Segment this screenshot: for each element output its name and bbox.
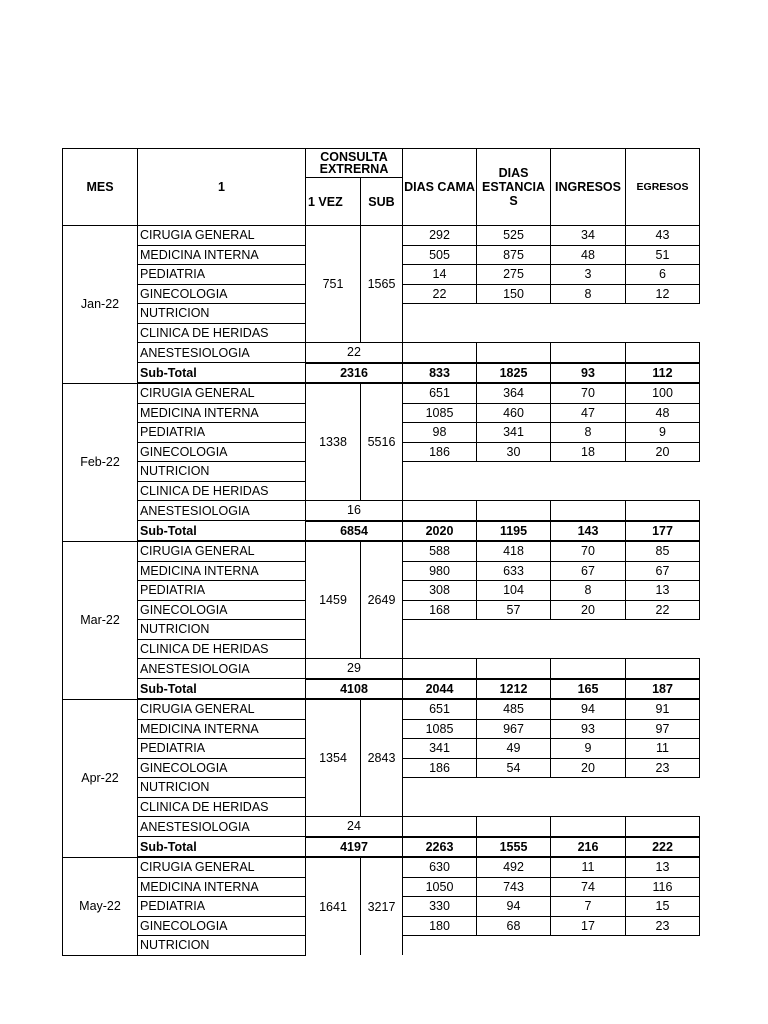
consulta-sub: 2649 <box>361 541 403 659</box>
ingresos-value: 8 <box>551 581 626 601</box>
ingresos-value: 9 <box>551 739 626 759</box>
ingresos-value: 94 <box>551 699 626 719</box>
dias-cama-value: 186 <box>403 758 477 778</box>
service-name: GINECOLOGIA <box>138 916 306 936</box>
table-row <box>63 541 700 561</box>
dias-estancia-value: 460 <box>477 403 551 423</box>
consulta-1-vez: 751 <box>306 226 361 343</box>
table-row <box>63 226 700 246</box>
empty-cell <box>551 343 626 363</box>
service-name: CIRUGIA GENERAL <box>138 226 306 246</box>
empty-cell <box>403 817 477 837</box>
month-label: May-22 <box>63 857 138 955</box>
month-label: Feb-22 <box>63 383 138 541</box>
dias-estancia-value: 875 <box>477 245 551 265</box>
ingresos-value: 70 <box>551 541 626 561</box>
empty-cell <box>477 817 551 837</box>
service-name: PEDIATRIA <box>138 897 306 917</box>
subtotal-dias-estancia: 1195 <box>477 521 551 542</box>
consulta-sub: 2843 <box>361 699 403 817</box>
table-row <box>63 837 700 858</box>
egresos-value: 11 <box>626 739 700 759</box>
empty-cell <box>403 343 477 363</box>
header-dias-estancia: DIAS ESTANCIA S <box>477 149 551 226</box>
consulta-sub: 3217 <box>361 857 403 955</box>
service-name: ANESTESIOLOGIA <box>138 659 306 679</box>
egresos-value: 48 <box>626 403 700 423</box>
dias-estancia-value: 743 <box>477 877 551 897</box>
service-name: CIRUGIA GENERAL <box>138 699 306 719</box>
empty-cell <box>403 304 700 343</box>
empty-cell <box>551 659 626 679</box>
egresos-value: 22 <box>626 600 700 620</box>
subtotal-egresos: 177 <box>626 521 700 542</box>
header-sub: SUB <box>361 178 403 226</box>
subtotal-label: Sub-Total <box>138 679 306 700</box>
empty-cell <box>626 817 700 837</box>
subtotal-consulta: 2316 <box>306 363 403 384</box>
dias-estancia-value: 341 <box>477 423 551 443</box>
egresos-value: 51 <box>626 245 700 265</box>
month-label: Apr-22 <box>63 699 138 857</box>
service-name: MEDICINA INTERNA <box>138 877 306 897</box>
anestesiologia-value: 16 <box>306 501 403 521</box>
header-mes: MES <box>63 149 138 226</box>
egresos-value: 91 <box>626 699 700 719</box>
table-body <box>63 226 700 956</box>
subtotal-label: Sub-Total <box>138 837 306 858</box>
header-area: 1 <box>138 149 306 226</box>
empty-cell <box>626 659 700 679</box>
subtotal-ingresos: 216 <box>551 837 626 858</box>
consulta-1-vez: 1354 <box>306 699 361 817</box>
month-label: Mar-22 <box>63 541 138 699</box>
dias-cama-value: 630 <box>403 857 477 877</box>
ingresos-value: 48 <box>551 245 626 265</box>
consulta-1-vez: 1641 <box>306 857 361 955</box>
dias-cama-value: 1085 <box>403 719 477 739</box>
service-name: PEDIATRIA <box>138 581 306 601</box>
table-row <box>63 383 700 403</box>
dias-cama-value: 588 <box>403 541 477 561</box>
dias-cama-value: 980 <box>403 561 477 581</box>
empty-cell <box>626 501 700 521</box>
egresos-value: 23 <box>626 758 700 778</box>
egresos-value: 15 <box>626 897 700 917</box>
header-ingresos: INGRESOS <box>551 149 626 226</box>
service-name: CLINICA DE HERIDAS <box>138 323 306 343</box>
ingresos-value: 17 <box>551 916 626 936</box>
ingresos-value: 11 <box>551 857 626 877</box>
dias-cama-value: 292 <box>403 226 477 246</box>
service-name: CIRUGIA GENERAL <box>138 541 306 561</box>
dias-cama-value: 341 <box>403 739 477 759</box>
service-name: CLINICA DE HERIDAS <box>138 797 306 817</box>
service-name: NUTRICION <box>138 936 306 956</box>
empty-cell <box>477 501 551 521</box>
dias-estancia-value: 967 <box>477 719 551 739</box>
ingresos-value: 7 <box>551 897 626 917</box>
egresos-value: 12 <box>626 284 700 304</box>
service-name: CLINICA DE HERIDAS <box>138 639 306 659</box>
service-name: NUTRICION <box>138 304 306 324</box>
header-dias-cama: DIAS CAMA <box>403 149 477 226</box>
dias-cama-value: 308 <box>403 581 477 601</box>
header-egresos: EGRESOS <box>626 149 700 226</box>
consulta-1-vez: 1338 <box>306 383 361 501</box>
service-name: NUTRICION <box>138 462 306 482</box>
dias-estancia-value: 68 <box>477 916 551 936</box>
dias-cama-value: 14 <box>403 265 477 285</box>
service-name: PEDIATRIA <box>138 423 306 443</box>
dias-cama-value: 1050 <box>403 877 477 897</box>
empty-cell <box>403 936 700 956</box>
service-name: MEDICINA INTERNA <box>138 719 306 739</box>
dias-cama-value: 186 <box>403 442 477 462</box>
dias-estancia-value: 54 <box>477 758 551 778</box>
subtotal-consulta: 4108 <box>306 679 403 700</box>
service-name: CIRUGIA GENERAL <box>138 857 306 877</box>
subtotal-dias-cama: 2263 <box>403 837 477 858</box>
dias-cama-value: 180 <box>403 916 477 936</box>
dias-estancia-value: 418 <box>477 541 551 561</box>
service-name: MEDICINA INTERNA <box>138 561 306 581</box>
ingresos-value: 18 <box>551 442 626 462</box>
dias-estancia-value: 492 <box>477 857 551 877</box>
subtotal-egresos: 187 <box>626 679 700 700</box>
empty-cell <box>403 659 477 679</box>
ingresos-value: 34 <box>551 226 626 246</box>
ingresos-value: 20 <box>551 600 626 620</box>
egresos-value: 67 <box>626 561 700 581</box>
dias-cama-value: 22 <box>403 284 477 304</box>
empty-cell <box>551 501 626 521</box>
dias-estancia-value: 525 <box>477 226 551 246</box>
table-row <box>63 659 700 679</box>
ingresos-value: 8 <box>551 284 626 304</box>
service-name: PEDIATRIA <box>138 739 306 759</box>
subtotal-dias-cama: 2044 <box>403 679 477 700</box>
subtotal-dias-cama: 833 <box>403 363 477 384</box>
table-row <box>63 363 700 384</box>
table-row <box>63 857 700 877</box>
month-label: Jan-22 <box>63 226 138 384</box>
ingresos-value: 93 <box>551 719 626 739</box>
egresos-value: 9 <box>626 423 700 443</box>
service-name: GINECOLOGIA <box>138 600 306 620</box>
subtotal-consulta: 4197 <box>306 837 403 858</box>
consulta-sub: 5516 <box>361 383 403 501</box>
egresos-value: 20 <box>626 442 700 462</box>
empty-cell <box>403 778 700 817</box>
ingresos-value: 8 <box>551 423 626 443</box>
dias-estancia-value: 49 <box>477 739 551 759</box>
empty-cell <box>403 620 700 659</box>
ingresos-value: 74 <box>551 877 626 897</box>
service-name: NUTRICION <box>138 778 306 798</box>
table-row <box>63 699 700 719</box>
empty-cell <box>626 343 700 363</box>
service-name: ANESTESIOLOGIA <box>138 343 306 363</box>
dias-estancia-value: 364 <box>477 383 551 403</box>
ingresos-value: 3 <box>551 265 626 285</box>
header-consulta-externa: CONSULTA EXTRERNA <box>306 149 403 178</box>
consulta-1-vez: 1459 <box>306 541 361 659</box>
consulta-sub: 1565 <box>361 226 403 343</box>
service-name: GINECOLOGIA <box>138 758 306 778</box>
dias-estancia-value: 275 <box>477 265 551 285</box>
dias-cama-value: 505 <box>403 245 477 265</box>
ingresos-value: 70 <box>551 383 626 403</box>
empty-cell <box>551 817 626 837</box>
dias-cama-value: 98 <box>403 423 477 443</box>
subtotal-dias-estancia: 1825 <box>477 363 551 384</box>
service-name: GINECOLOGIA <box>138 442 306 462</box>
service-name: ANESTESIOLOGIA <box>138 501 306 521</box>
empty-cell <box>477 343 551 363</box>
egresos-value: 100 <box>626 383 700 403</box>
egresos-value: 13 <box>626 857 700 877</box>
service-name: CIRUGIA GENERAL <box>138 383 306 403</box>
empty-cell <box>403 501 477 521</box>
subtotal-ingresos: 143 <box>551 521 626 542</box>
subtotal-ingresos: 165 <box>551 679 626 700</box>
subtotal-dias-cama: 2020 <box>403 521 477 542</box>
subtotal-egresos: 222 <box>626 837 700 858</box>
subtotal-dias-estancia: 1555 <box>477 837 551 858</box>
ingresos-value: 20 <box>551 758 626 778</box>
egresos-value: 116 <box>626 877 700 897</box>
table-row <box>63 679 700 700</box>
egresos-value: 23 <box>626 916 700 936</box>
dias-cama-value: 330 <box>403 897 477 917</box>
statistics-table <box>62 148 700 956</box>
egresos-value: 6 <box>626 265 700 285</box>
subtotal-dias-estancia: 1212 <box>477 679 551 700</box>
service-name: CLINICA DE HERIDAS <box>138 481 306 501</box>
dias-cama-value: 1085 <box>403 403 477 423</box>
table-row <box>63 817 700 837</box>
empty-cell <box>403 462 700 501</box>
dias-estancia-value: 104 <box>477 581 551 601</box>
table-row <box>63 501 700 521</box>
subtotal-label: Sub-Total <box>138 363 306 384</box>
subtotal-ingresos: 93 <box>551 363 626 384</box>
subtotal-egresos: 112 <box>626 363 700 384</box>
service-name: MEDICINA INTERNA <box>138 245 306 265</box>
dias-cama-value: 651 <box>403 699 477 719</box>
anestesiologia-value: 24 <box>306 817 403 837</box>
dias-estancia-value: 94 <box>477 897 551 917</box>
anestesiologia-value: 22 <box>306 343 403 363</box>
dias-estancia-value: 633 <box>477 561 551 581</box>
dias-cama-value: 168 <box>403 600 477 620</box>
egresos-value: 43 <box>626 226 700 246</box>
table-row <box>63 343 700 363</box>
dias-estancia-value: 57 <box>477 600 551 620</box>
egresos-value: 13 <box>626 581 700 601</box>
service-name: ANESTESIOLOGIA <box>138 817 306 837</box>
dias-cama-value: 651 <box>403 383 477 403</box>
dias-estancia-value: 485 <box>477 699 551 719</box>
service-name: GINECOLOGIA <box>138 284 306 304</box>
empty-cell <box>477 659 551 679</box>
subtotal-consulta: 6854 <box>306 521 403 542</box>
service-name: MEDICINA INTERNA <box>138 403 306 423</box>
ingresos-value: 67 <box>551 561 626 581</box>
service-name: PEDIATRIA <box>138 265 306 285</box>
dias-estancia-value: 30 <box>477 442 551 462</box>
subtotal-label: Sub-Total <box>138 521 306 542</box>
egresos-value: 85 <box>626 541 700 561</box>
dias-estancia-value: 150 <box>477 284 551 304</box>
header-1-vez: 1 VEZ <box>306 178 361 226</box>
service-name: NUTRICION <box>138 620 306 640</box>
anestesiologia-value: 29 <box>306 659 403 679</box>
egresos-value: 97 <box>626 719 700 739</box>
table-row <box>63 521 700 542</box>
ingresos-value: 47 <box>551 403 626 423</box>
